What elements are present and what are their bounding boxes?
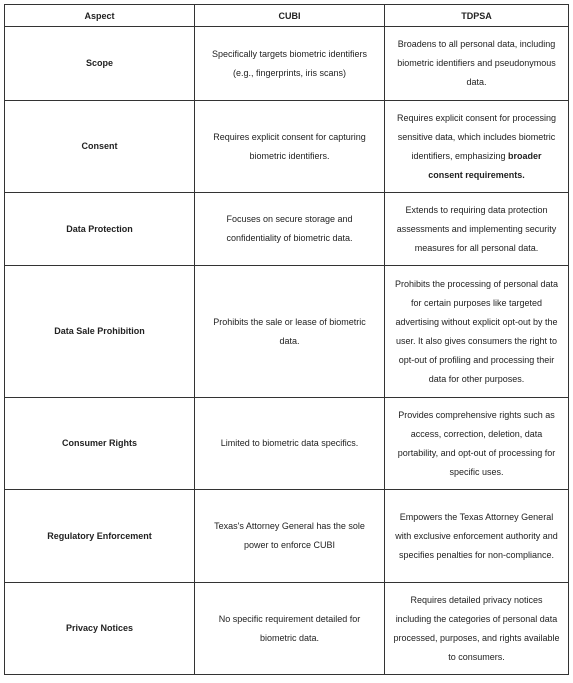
tdpsa-emphasis: broader consent requirements.: [428, 150, 542, 180]
row-aspect: Regulatory Enforcement: [5, 490, 195, 583]
row-aspect: Data Sale Prohibition: [5, 266, 195, 398]
table-row: [5, 193, 569, 266]
row-cubi: Prohibits the sale or lease of biometric data.: [195, 266, 385, 398]
table-row: [5, 398, 569, 490]
row-tdpsa: Prohibits the processing of personal data for certain purposes like targeted advertising without explicit opt-out by the user. It also gives consumers the right to opt-out of profiling and processing their data for other purposes.: [385, 266, 569, 398]
row-cubi: Limited to biometric data specifics.: [195, 398, 385, 490]
row-tdpsa: Provides comprehensive rights such as access, correction, deletion, data portability, and opt-out of processing for specific uses.: [385, 398, 569, 490]
row-aspect: Consent: [5, 101, 195, 193]
table-header-row: [5, 5, 569, 27]
table-row: [5, 27, 569, 101]
row-aspect: Scope: [5, 27, 195, 101]
row-cubi: Requires explicit consent for capturing biometric identifiers.: [195, 101, 385, 193]
table-row: [5, 101, 569, 193]
row-tdpsa: Requires detailed privacy notices including the categories of personal data processed, purposes, and rights available to consumers.: [385, 583, 569, 675]
tdpsa-text: Requires explicit consent for processing sensitive data, which includes biometric identifiers, emphasizing: [396, 112, 557, 161]
row-tdpsa: Extends to requiring data protection assessments and implementing security measures for all personal data.: [385, 193, 569, 266]
table-row: [5, 266, 569, 398]
row-tdpsa: [385, 101, 569, 193]
row-aspect: Data Protection: [5, 193, 195, 266]
row-aspect: Consumer Rights: [5, 398, 195, 490]
row-cubi: Texas's Attorney General has the sole power to enforce CUBI: [195, 490, 385, 583]
header-cubi: CUBI: [195, 5, 385, 27]
header-aspect: Aspect: [5, 5, 195, 27]
row-tdpsa: Broadens to all personal data, including biometric identifiers and pseudonymous data.: [385, 27, 569, 101]
comparison-table: [4, 4, 569, 675]
table-row: [5, 583, 569, 675]
row-cubi: Focuses on secure storage and confidentiality of biometric data.: [195, 193, 385, 266]
row-cubi: No specific requirement detailed for biometric data.: [195, 583, 385, 675]
header-tdpsa: TDPSA: [385, 5, 569, 27]
comparison-table-container: [4, 4, 568, 675]
row-cubi: Specifically targets biometric identifiers (e.g., fingerprints, iris scans): [195, 27, 385, 101]
table-row: [5, 490, 569, 583]
row-aspect: Privacy Notices: [5, 583, 195, 675]
row-tdpsa: Empowers the Texas Attorney General with exclusive enforcement authority and specifies penalties for non-compliance.: [385, 490, 569, 583]
